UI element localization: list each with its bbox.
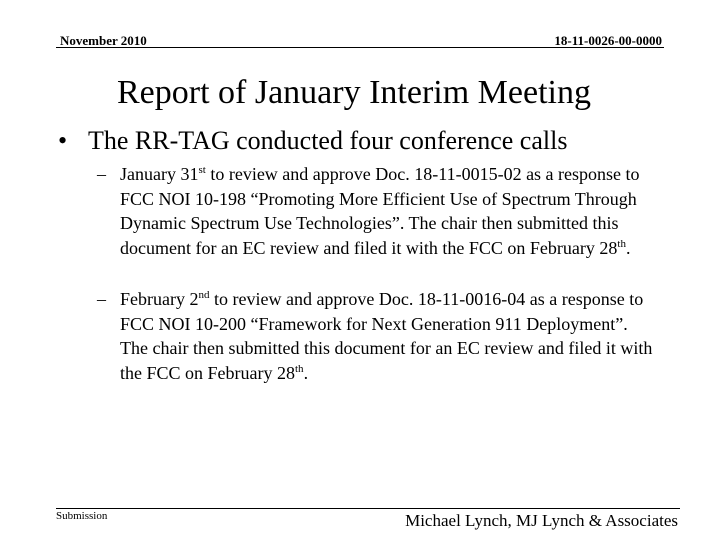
sub-bullet-end: . <box>625 237 631 258</box>
sub-bullet-end: . <box>303 362 309 383</box>
header-divider <box>56 47 664 48</box>
sub-bullet-date: February 2 <box>120 289 199 309</box>
slide-title: Report of January Interim Meeting <box>117 74 591 111</box>
bullet-text: The RR-TAG conducted four conference calls <box>88 126 568 155</box>
footer-submission: Submission <box>56 510 108 522</box>
bullet-item <box>58 126 567 156</box>
sub-bullet-marker: – <box>97 164 106 184</box>
ordinal-suffix: st <box>198 164 206 176</box>
ordinal-suffix: nd <box>198 289 210 301</box>
ordinal-suffix: th <box>617 237 626 250</box>
bullet-marker: • <box>58 126 68 155</box>
header-date: November 2010 <box>60 33 147 48</box>
sub-bullet-date: January 31 <box>120 164 199 184</box>
ordinal-suffix: th <box>295 362 304 375</box>
header-doc-number: 18-11-0026-00-0000 <box>554 33 662 48</box>
sub-bullet-item <box>97 287 657 385</box>
footer-author: Michael Lynch, MJ Lynch & Associates <box>405 511 678 530</box>
sub-bullet-body: to review and approve Doc. 18-11-0016-04 as a response to FCC NOI 10-200 “Framework for Next Generation 911 Deployment”. The chair then submitted this document for an EC review and filed it with the FCC on February 28 <box>120 289 653 383</box>
sub-bullet-body: to review and approve Doc. 18-11-0015-02 as a response to FCC NOI 10-198 “Promoting More Efficient Use of Spectrum Through Dynamic Spectrum Use Technologies”. The chair then submitted this document for an EC review and filed it with the FCC on February 28 <box>120 164 640 258</box>
sub-bullet-marker: – <box>97 289 106 309</box>
sub-bullet-text <box>120 162 657 260</box>
footer-divider <box>56 508 680 509</box>
sub-bullet-item <box>97 162 657 260</box>
sub-bullet-text <box>120 287 657 385</box>
